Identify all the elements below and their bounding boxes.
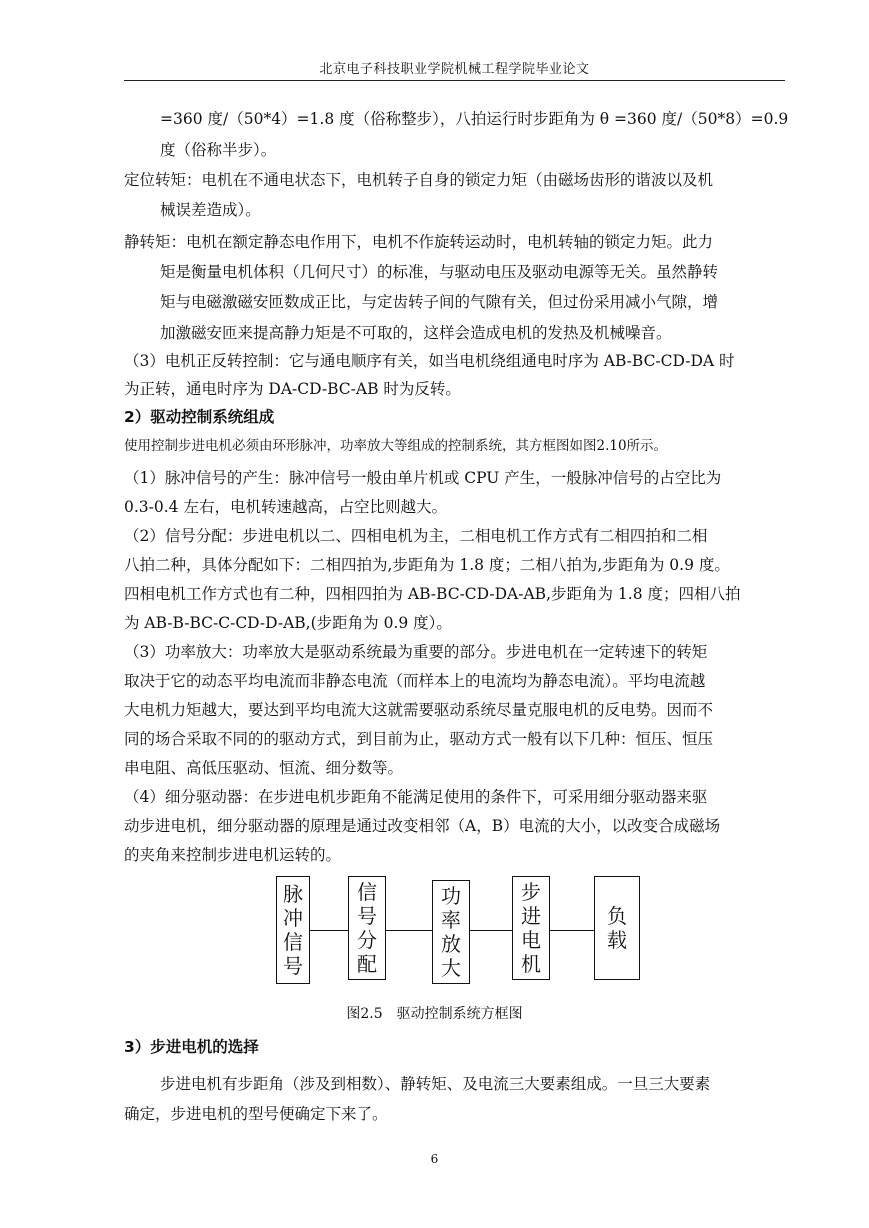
block-load xyxy=(594,876,640,980)
body-line: 串电阻、高低压驱动、恒流、细分数等。 xyxy=(124,759,404,777)
body-line: 静转矩：电机在额定静态电作用下，电机不作旋转运动时，电机转轴的锁定力矩。此力 xyxy=(124,233,714,251)
body-line: 取决于它的动态平均电流而非静态电流（而样本上的电流均为静态电流）。平均电流越 xyxy=(124,672,706,690)
body-line: 确定，步进电机的型号便确定下来了。 xyxy=(124,1105,388,1123)
body-line: （3）功率放大：功率放大是驱动系统最为重要的部分。步进电机在一定转速下的转矩 xyxy=(124,643,708,661)
body-line: 定位转矩：电机在不通电状态下，电机转子自身的锁定力矩（由磁场齿形的谐波以及机 xyxy=(124,171,714,189)
block-char: 机 xyxy=(521,952,541,976)
block-diagram xyxy=(270,872,690,992)
block-char: 脉 xyxy=(283,882,303,906)
header-rule xyxy=(124,80,785,81)
body-line: 步进电机有步距角（涉及到相数）、静转矩、及电流三大要素组成。一旦三大要素 xyxy=(160,1075,711,1093)
body-line: 械误差造成）。 xyxy=(160,201,261,219)
page-header: 北京电子科技职业学院机械工程学院毕业论文 xyxy=(319,62,590,77)
section-heading-3: 3）步进电机的选择 xyxy=(124,1038,259,1056)
body-line: 矩与电磁激磁安匝数成正比，与定齿转子间的气隙有关，但过份采用减小气隙，增 xyxy=(160,293,719,311)
body-line: 度（俗称半步）。 xyxy=(160,141,277,159)
body-line: 同的场合采取不同的的驱动方式，到目前为止，驱动方式一般有以下几种：恒压、恒压 xyxy=(124,730,714,748)
page-number: 6 xyxy=(430,1152,439,1166)
block-char: 步 xyxy=(521,880,541,904)
body-line: （1）脉冲信号的产生：脉冲信号一般由单片机或 CPU 产生，一般脉冲信号的占空比为 xyxy=(124,469,722,487)
block-char: 号 xyxy=(283,954,303,978)
body-line: （2）信号分配：步进电机以二、四相电机为主，二相电机工作方式有二相四拍和二相 xyxy=(124,527,708,545)
body-line: （4）细分驱动器：在步进电机步距角不能满足使用的条件下，可采用细分驱动器来驱 xyxy=(124,788,708,806)
block-char: 信 xyxy=(357,880,377,904)
block-char: 功 xyxy=(441,884,461,908)
section-2-intro: 使用控制步进电机必须由环形脉冲，功率放大等组成的控制系统，其方框图如图2.10所示。 xyxy=(124,438,668,454)
figure-caption: 图2.5 驱动控制系统方框图 xyxy=(346,1006,523,1022)
body-line: =360 度/（50*4）=1.8 度（俗称整步），八拍运行时步距角为 θ =360 度/（50*8）=0.9 xyxy=(160,110,789,128)
block-char: 进 xyxy=(521,904,541,928)
connector-line xyxy=(386,930,432,931)
block-char: 配 xyxy=(357,952,377,976)
block-power-amplifier xyxy=(432,880,470,984)
body-line: （3）电机正反转控制：它与通电顺序有关，如当电机绕组通电时序为 AB-BC-CD-DA 时 xyxy=(124,352,735,370)
body-line: 为 AB-B-BC-C-CD-D-AB,(步距角为 0.9 度）。 xyxy=(124,614,452,632)
block-stepper-motor xyxy=(512,876,550,980)
block-signal-distribution xyxy=(348,876,386,980)
body-line: 大电机力矩越大，要达到平均电流大这就需要驱动系统尽量克服电机的反电势。因而不 xyxy=(124,701,714,719)
body-line: 0.3-0.4 左右，电机转速越高，占空比则越大。 xyxy=(124,498,447,516)
block-char: 载 xyxy=(607,928,627,952)
body-line: 矩是衡量电机体积（几何尺寸）的标准，与驱动电压及驱动电源等无关。虽然静转 xyxy=(160,263,719,281)
connector-line xyxy=(470,930,512,931)
block-char: 号 xyxy=(357,904,377,928)
block-char: 电 xyxy=(521,928,541,952)
block-char: 大 xyxy=(441,956,461,980)
block-char: 负 xyxy=(607,904,627,928)
body-line: 为正转，通电时序为 DA-CD-BC-AB 时为反转。 xyxy=(124,380,461,398)
section-heading-2: 2）驱动控制系统组成 xyxy=(124,408,275,426)
block-char: 信 xyxy=(283,930,303,954)
connector-line xyxy=(550,930,594,931)
block-pulse-signal xyxy=(276,876,310,984)
body-line: 八拍二种，具体分配如下：二相四拍为,步距角为 1.8 度；二相八拍为,步距角为 0.9 度。 xyxy=(124,556,730,574)
body-line: 的夹角来控制步进电机运转的。 xyxy=(124,846,342,864)
block-char: 率 xyxy=(441,908,461,932)
body-line: 加激磁安匝来提高静力矩是不可取的，这样会造成电机的发热及机械噪音。 xyxy=(160,324,672,342)
block-char: 分 xyxy=(357,928,377,952)
block-char: 放 xyxy=(441,932,461,956)
body-line: 四相电机工作方式也有二种，四相四拍为 AB-BC-CD-DA-AB,步距角为 1.8 度；四相八拍 xyxy=(124,585,741,603)
connector-line xyxy=(306,930,348,931)
block-char: 冲 xyxy=(283,906,303,930)
body-line: 动步进电机，细分驱动器的原理是通过改变相邻（A，B）电流的大小，以改变合成磁场 xyxy=(124,817,721,835)
